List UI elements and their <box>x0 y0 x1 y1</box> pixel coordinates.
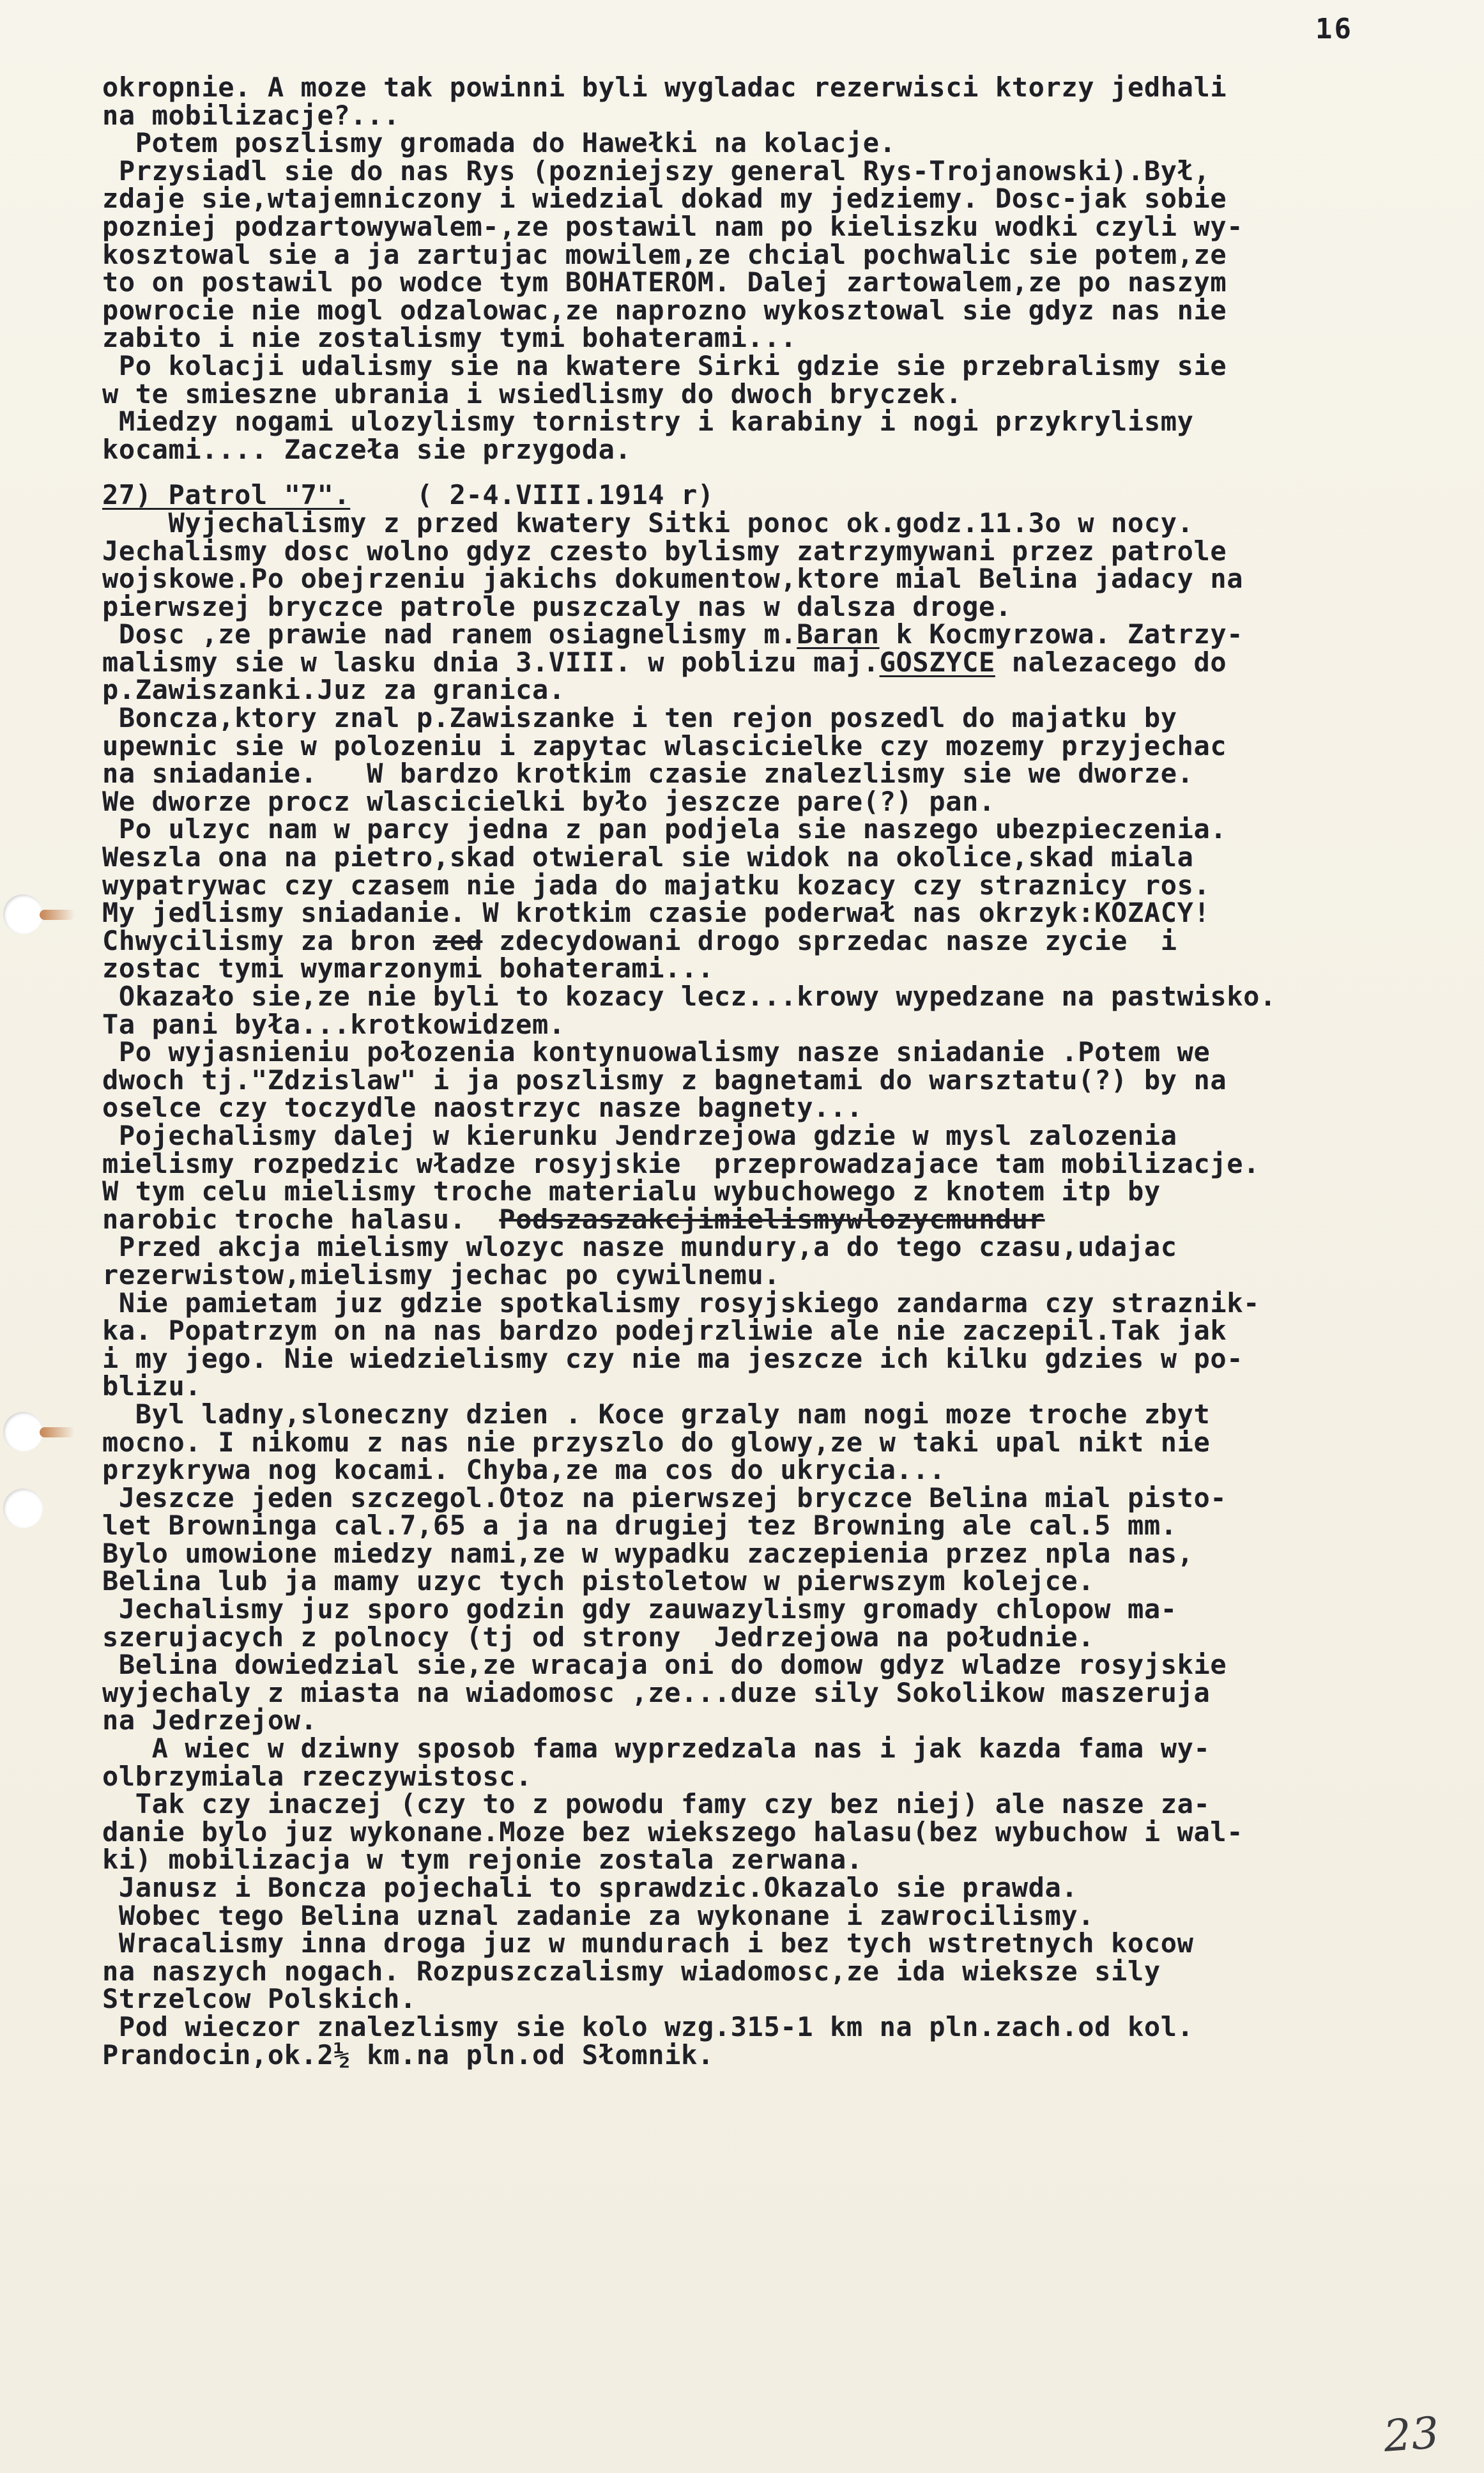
text-segment: kocami.... Zaczeła sie przygoda. <box>102 433 632 465</box>
text-segment: to on postawil po wodce tym BOHATEROM. Dalej zartowalem,ze po naszym <box>102 266 1227 298</box>
text-line <box>102 1676 1405 1708</box>
text-segment: Prandocin,ok.2½ km.na pln.od Słomnik. <box>102 2039 714 2071</box>
text-line <box>102 1177 1405 1206</box>
text-segment: Po wyjasnieniu połozenia kontynuowalismy nasze sniadanie .Potem we <box>102 1036 1211 1068</box>
text-line <box>102 1066 1405 1094</box>
text-segment: upewnic sie w polozeniu i zapytac wlascicielke czy mozemy przyjechac <box>102 730 1227 762</box>
text-segment: mielismy rozpedzic władze rosyjskie przeprowadzajace tam mobilizacje. <box>102 1147 1260 1179</box>
text-line <box>102 590 1405 622</box>
text-segment: pierwszej bryczce patrole puszczaly nas w dalsza droge. <box>102 590 1012 622</box>
text-segment: Byl ladny,sloneczny dzien . Koce grzaly nam nogi moze troche zbyt <box>102 1398 1211 1430</box>
text-line <box>102 1484 1405 1512</box>
text-segment: Przysiadl sie do nas Rys (pozniejszy general Rys-Trojanowski).Był, <box>102 155 1211 187</box>
text-line <box>102 1400 1405 1428</box>
text-segment: Chwycilismy za bron <box>102 924 433 956</box>
text-segment: Jeszcze jeden szczegol.Otoz na pierwszej bryczce Belina mial pisto- <box>102 1482 1227 1513</box>
text-line <box>102 238 1405 270</box>
archive-page-number: 23 <box>1382 2408 1441 2462</box>
text-line <box>102 620 1405 648</box>
text-segment: na sniadanie. W bardzo krotkim czasie znalezlismy sie we dworze. <box>102 758 1194 790</box>
text-segment: Belina lub ja mamy uzyc tych pistoletow w pierwszym kolejce. <box>102 1565 1095 1597</box>
text-segment: malismy sie w lasku dnia 3.VIII. w poblizu maj. <box>102 646 880 678</box>
text-line <box>102 1929 1405 1957</box>
text-line <box>102 1790 1405 1818</box>
text-segment: W tym celu mielismy troche materialu wybuchowego z knotem itp by <box>102 1175 1161 1207</box>
text-line <box>102 481 1405 509</box>
text-line <box>102 676 1405 704</box>
text-line <box>102 1567 1405 1595</box>
text-segment: Potem poszlismy gromada do Hawełki na kolacje. <box>102 127 896 159</box>
struck-text: zed <box>432 924 483 956</box>
text-line <box>102 1818 1405 1846</box>
text-segment: wypatrywac czy czasem nie jada do majatku kozacy czy straznicy ros. <box>102 869 1211 901</box>
text-segment: ki) mobilizacja w tym rejonie zostala zerwana. <box>102 1844 863 1876</box>
text-segment: dwoch tj."Zdzislaw" i ja poszlismy z bagnetami do warsztatu(?) by na <box>102 1064 1227 1096</box>
text-segment: wyjechaly z miasta na wiadomosc ,ze...duze sily Sokolikow maszeruja <box>102 1676 1211 1708</box>
text-line <box>102 2041 1405 2069</box>
text-segment: ( 2-4.VIII.1914 r) <box>350 479 714 511</box>
text-line <box>102 1456 1405 1484</box>
text-segment: Przed akcja mielismy wlozyc nasze mundury,a do tego czasu,udajac <box>102 1231 1177 1263</box>
text-line <box>102 537 1405 565</box>
text-segment: olbrzymiala rzeczywistosc. <box>102 1760 533 1792</box>
text-segment: zabito i nie zostalismy tymi bohaterami... <box>102 322 797 354</box>
text-line <box>102 1038 1405 1066</box>
text-segment: Okazało sie,ze nie byli to kozacy lecz...krowy wypedzane na pastwisko. <box>102 981 1276 1012</box>
text-line <box>102 843 1405 871</box>
text-segment: okropnie. A moze tak powinni byli wygladac rezerwisci ktorzy jedhali <box>102 72 1227 103</box>
text-line <box>102 1899 1405 1931</box>
underlined-text: 27) Patrol "7". <box>102 479 351 511</box>
text-segment: A wiec w dziwny sposob fama wyprzedzala nas i jak kazda fama wy- <box>102 1733 1211 1765</box>
text-line <box>102 954 1405 983</box>
text-segment: Jechalismy juz sporo godzin gdy zauwazylismy gromady chlopow ma- <box>102 1593 1177 1625</box>
text-line <box>102 1203 1405 1235</box>
text-segment: Belina dowiedzial sie,ze wracaja oni do domow gdyz wladze rosyjskie <box>102 1649 1227 1681</box>
text-segment: przykrywa nog kocami. Chyba,ze ma cos do ukrycia... <box>102 1454 946 1486</box>
text-line <box>102 185 1405 213</box>
text-segment: zdecydowani drogo sprzedac nasze zycie i <box>482 924 1177 956</box>
text-segment: Wobec tego Belina uznal zadanie za wykonane i zawrocilismy. <box>102 1899 1095 1931</box>
text-segment: let Browninga cal.7,65 a ja na drugiej tez Browning ale cal.5 mm. <box>102 1510 1177 1542</box>
text-segment: i my jego. Nie wiedzielismy czy nie ma jeszcze ich kilku gdzies w po- <box>102 1342 1244 1374</box>
text-line <box>102 1342 1405 1374</box>
text-line <box>102 324 1405 352</box>
text-line <box>102 1512 1405 1540</box>
text-line <box>102 433 1405 465</box>
text-line <box>102 924 1405 956</box>
text-segment: Po kolacji udalismy sie na kwatere Sirki gdzie sie przebralismy sie <box>102 349 1227 381</box>
text-line <box>102 1623 1405 1651</box>
text-segment: Ta pani była...krotkowidzem. <box>102 1008 565 1040</box>
text-line <box>102 268 1405 296</box>
rust-stain-middle <box>40 1427 75 1437</box>
text-segment: wojskowe.Po obejrzeniu jakichs dokumentow,ktore mial Belina jadacy na <box>102 563 1244 595</box>
page-number: 16 <box>1315 13 1353 45</box>
text-line <box>102 1147 1405 1179</box>
text-segment: w te smieszne ubrania i wsiedlismy do dwoch bryczek. <box>102 378 963 410</box>
text-line <box>102 296 1405 325</box>
paragraph-gap <box>102 463 1405 481</box>
text-segment: rezerwistow,mielismy jechac po cywilnemu. <box>102 1259 781 1290</box>
text-line <box>102 1985 1405 2013</box>
text-line <box>102 871 1405 900</box>
text-segment: pozniej podzartowywalem-,ze postawil nam po kieliszku wodki czyli wy- <box>102 210 1244 242</box>
text-line <box>102 1874 1405 1902</box>
text-line <box>102 129 1405 157</box>
text-line <box>102 1261 1405 1289</box>
text-segment: szerujacych z polnocy (tj od strony Jedrzejowa na południe. <box>102 1621 1095 1653</box>
text-segment: We dworze procz wlascicielki było jeszcze pare(?) pan. <box>102 785 995 817</box>
text-segment: Weszla ona na pietro,skad otwieral sie widok na okolice,skad miala <box>102 841 1194 873</box>
text-segment: na mobilizacje?... <box>102 99 400 131</box>
text-line <box>102 1595 1405 1623</box>
text-segment: blizu. <box>102 1370 202 1402</box>
text-segment: danie bylo juz wykonane.Moze bez wiekszego halasu(bez wybuchow i wal- <box>102 1816 1244 1848</box>
text-line <box>102 815 1405 843</box>
text-line <box>102 1706 1405 1734</box>
text-line <box>102 785 1405 817</box>
text-line <box>102 704 1405 732</box>
text-line <box>102 1428 1405 1457</box>
text-line <box>102 73 1405 102</box>
text-line <box>102 99 1405 131</box>
text-line <box>102 899 1405 927</box>
text-segment: na naszych nogach. Rozpuszczalismy wiadomosc,ze ida wieksze sily <box>102 1955 1161 1987</box>
binder-hole-bottom <box>3 1489 43 1528</box>
underlined-text: Baran <box>797 618 880 650</box>
text-segment: narobic troche halasu. <box>102 1203 500 1235</box>
text-segment: Bylo umowione miedzy nami,ze w wypadku zaczepienia przez npla nas, <box>102 1537 1194 1569</box>
text-line <box>102 648 1405 677</box>
text-line <box>102 732 1405 760</box>
text-line <box>102 2010 1405 2042</box>
text-segment: Pod wieczor znalezlismy sie kolo wzg.315-1 km na pln.zach.od kol. <box>102 2010 1194 2042</box>
text-segment: zdaje sie,wtajemniczony i wiedzial dokad my jedziemy. Dosc-jak sobie <box>102 183 1227 215</box>
text-line <box>102 349 1405 381</box>
text-segment: na Jedrzejow. <box>102 1704 317 1736</box>
text-segment: My jedlismy sniadanie. W krotkim czasie poderwał nas okrzyk:KOZACY! <box>102 897 1211 929</box>
text-segment: ka. Popatrzym on na nas bardzo podejrzliwie ale nie zaczepil.Tak jak <box>102 1315 1227 1347</box>
binder-hole-middle <box>3 1412 43 1451</box>
text-segment: mocno. I nikomu z nas nie przyszlo do glowy,ze w taki upal nikt nie <box>102 1426 1211 1458</box>
text-segment: Pojechalismy dalej w kierunku Jendrzejowa gdzie w mysl zalozenia <box>102 1119 1177 1151</box>
text-segment: Dosc ,ze prawie nad ranem osiagnelismy m. <box>102 618 797 650</box>
text-segment: Wracalismy inna droga juz w mundurach i bez tych wstretnych kocow <box>102 1927 1194 1959</box>
text-line <box>102 1008 1405 1040</box>
text-line <box>102 1317 1405 1345</box>
underlined-text: GOSZYCE <box>879 646 995 678</box>
text-segment: kosztowal sie a ja zartujac mowilem,ze chcial pochwalic sie potem,ze <box>102 238 1227 270</box>
text-line <box>102 1537 1405 1569</box>
text-segment: nalezacego do <box>995 646 1227 678</box>
text-segment: p.Zawiszanki.Juz za granica. <box>102 674 565 706</box>
text-segment: Tak czy inaczej (czy to z powodu famy czy bez niej) ale nasze za- <box>102 1788 1211 1820</box>
struck-text: Podszaszakcjimielismywlozycmundur <box>499 1203 1045 1235</box>
text-line <box>102 1760 1405 1792</box>
text-segment: Jechalismy dosc wolno gdyz czesto bylismy zatrzymywani przez patrole <box>102 535 1227 567</box>
text-line <box>102 983 1405 1011</box>
text-line <box>102 408 1405 436</box>
rust-stain-top <box>40 910 75 920</box>
text-line <box>102 1651 1405 1679</box>
text-line <box>102 157 1405 185</box>
binder-hole-top <box>3 894 43 934</box>
text-line <box>102 565 1405 593</box>
text-line <box>102 509 1405 537</box>
text-segment: powrocie nie mogl odzalowac,ze naprozno wykosztowal sie gdyz nas nie <box>102 294 1227 326</box>
text-line <box>102 1957 1405 1986</box>
text-line <box>102 1846 1405 1874</box>
text-segment: Janusz i Boncza pojechali to sprawdzic.Okazalo sie prawda. <box>102 1872 1078 1903</box>
text-segment: Miedzy nogami ulozylismy tornistry i karabiny i nogi przykrylismy <box>102 406 1194 438</box>
typescript-body <box>102 73 1405 2069</box>
text-segment: Wyjechalismy z przed kwatery Sitki ponoc ok.godz.11.3o w nocy. <box>102 507 1194 539</box>
text-line <box>102 210 1405 242</box>
text-line <box>102 1734 1405 1763</box>
text-line <box>102 1289 1405 1317</box>
text-segment: Nie pamietam juz gdzie spotkalismy rosyjskiego zandarma czy straznik- <box>102 1287 1260 1319</box>
text-line <box>102 1372 1405 1400</box>
text-line <box>102 1233 1405 1261</box>
text-segment: Po ulzyc nam w parcy jedna z pan podjela sie naszego ubezpieczenia. <box>102 813 1227 845</box>
text-line <box>102 760 1405 788</box>
text-segment: Boncza,ktory znal p.Zawiszanke i ten rejon poszedl do majatku by <box>102 702 1177 734</box>
text-line <box>102 1094 1405 1122</box>
text-segment: Strzelcow Polskich. <box>102 1983 417 2015</box>
text-segment: oselce czy toczydle naostrzyc nasze bagnety... <box>102 1092 863 1124</box>
text-line <box>102 380 1405 408</box>
text-segment: zostac tymi wymarzonymi bohaterami... <box>102 953 714 984</box>
text-line <box>102 1119 1405 1151</box>
text-segment: k Kocmyrzowa. Zatrzy- <box>879 618 1244 650</box>
